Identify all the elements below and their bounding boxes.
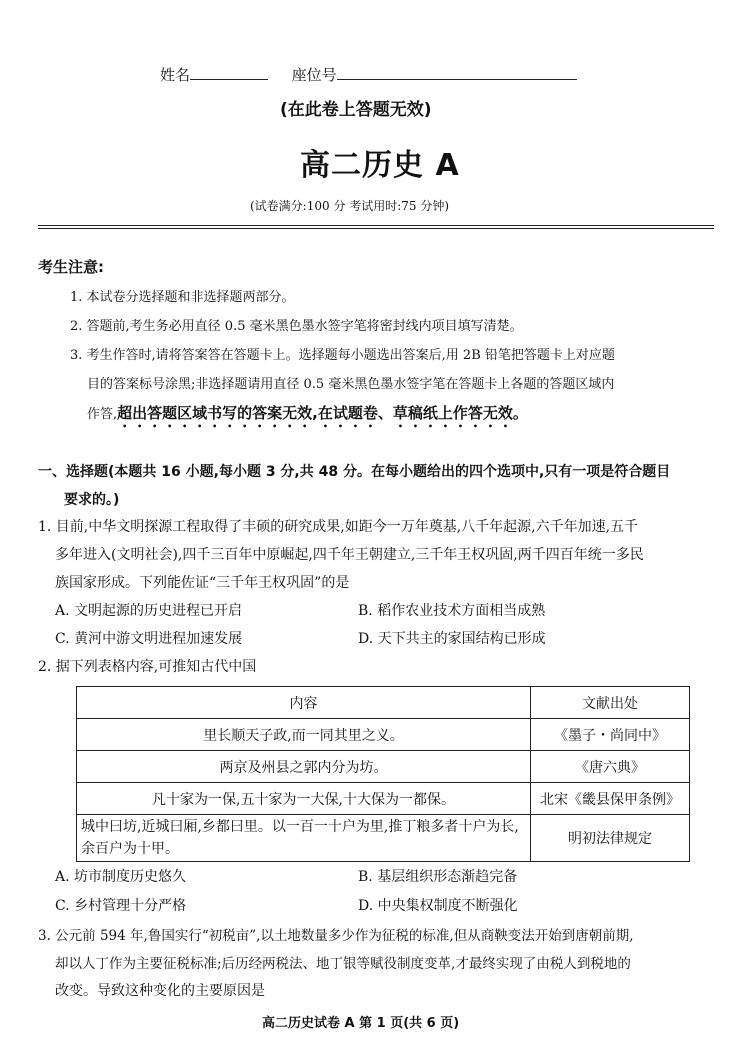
q1-stem-line2: 多年进入(文明社会),四千三百年中原崛起,四千年王朝建立,三千年王权巩固,两千四百年统一多民: [55, 547, 644, 563]
name-field: [160, 64, 577, 85]
section-heading-line2: 要求的。): [64, 492, 120, 508]
table-cell-source: 《唐六典》: [531, 751, 690, 783]
q2-option-c[interactable]: C. 乡村管理十分严格: [55, 898, 187, 914]
table-row: [77, 783, 690, 815]
q2-stem: 2. 据下列表格内容,可推知古代中国: [38, 659, 257, 675]
q2-option-d[interactable]: D. 中央集权制度不断强化: [358, 898, 518, 914]
q2-option-a[interactable]: A. 坊市制度历史悠久: [55, 869, 187, 885]
q3-stem-line2: 却以人丁作为主要征税标准;后历经两税法、地丁银等赋役制度变革,才最终实现了由税人到税地的: [55, 956, 631, 972]
table-cell-source: 北宋《畿县保甲条例》: [531, 783, 690, 815]
q1-option-c[interactable]: C. 黄河中游文明进程加速发展: [55, 631, 243, 647]
q1-stem-line1: 1. 目前,中华文明探源工程取得了丰硕的研究成果,如距今一万年奠基,八千年起源,六千年加速,五千: [38, 519, 639, 535]
q3-stem-line1: 3. 公元前 594 年,鲁国实行“初税亩”,以土地数量多少作为征税的标准,但从商鞅变法开始到唐朝前期,: [38, 928, 634, 944]
name-label: 姓名: [160, 66, 191, 84]
table-row: [77, 719, 690, 751]
notice-item-2: 2. 答题前,考生务必用直径 0.5 毫米黑色墨水签字笔将密封线内项目填写清楚。: [70, 319, 523, 334]
page-footer: 高二历史试卷 A 第 1 页(共 6 页): [262, 1016, 460, 1031]
q1-option-b[interactable]: B. 稻作农业技术方面相当成熟: [358, 603, 546, 619]
divider-bottom: [38, 228, 714, 229]
table-row: [77, 751, 690, 783]
table-cell-content: 两京及州县之郭内分为坊。: [77, 751, 531, 783]
seat-blank[interactable]: [337, 65, 577, 80]
table-row: [77, 815, 690, 862]
notice-item-3-line3: [87, 402, 528, 431]
notice-item-3-prefix: 作答,: [87, 407, 118, 422]
section-heading: 一、选择题(本题共 16 小题,每小题 3 分,共 48 分。在每小题给出的四个选项中,只有一项是符合题目: [38, 464, 671, 480]
table-cell-source: 《墨子・尚同中》: [531, 719, 690, 751]
seat-label: 座位号: [291, 66, 337, 84]
name-blank[interactable]: [190, 65, 268, 80]
divider-top: [38, 225, 714, 226]
notice-heading: 考生注意:: [38, 258, 104, 276]
q3-stem-line3: 改变。导致这种变化的主要原因是: [55, 983, 265, 999]
table-cell-content: 凡十家为一保,五十家为一大保,十大保为一都保。: [77, 783, 531, 815]
table-cell-content: 城中曰坊,近城曰厢,乡都曰里。以一百一十户为里,推丁粮多者十户为长,余百户为十甲。: [77, 815, 531, 862]
table-cell-content: 里长顺天子政,而一同其里之义。: [77, 719, 531, 751]
page-title: 高二历史 A: [300, 148, 460, 183]
notice-emphasis: 超出答题区域书写的答案无效,在试题卷、草稿纸上作答无效。: [117, 404, 528, 422]
table-header-source: 文献出处: [531, 687, 690, 719]
table-header-row: [77, 687, 690, 719]
table-cell-source: 明初法律规定: [531, 815, 690, 862]
notice-item-3-line2: 目的答案标号涂黑;非选择题请用直径 0.5 毫米黑色墨水签字笔在答题卡上各题的答题区域内: [87, 377, 615, 392]
q2-option-b[interactable]: B. 基层组织形态渐趋完备: [358, 869, 518, 885]
q1-option-d[interactable]: D. 天下共主的家国结构已形成: [358, 631, 546, 647]
exam-meta: (试卷满分:100 分 考试用时:75 分钟): [250, 199, 450, 213]
q1-option-a[interactable]: A. 文明起源的历史进程已开启: [55, 603, 243, 619]
notice-item-3: 3. 考生作答时,请将答案答在答题卡上。选择题每小题选出答案后,用 2B 铅笔把答题卡上对应题: [70, 348, 615, 363]
q2-table: [76, 686, 690, 862]
q1-stem-line3: 族国家形成。下列能佐证“三千年王权巩固”的是: [55, 575, 350, 591]
table-header-content: 内容: [77, 687, 531, 719]
notice-item-1: 1. 本试卷分选择题和非选择题两部分。: [70, 290, 295, 305]
invalid-note: (在此卷上答题无效): [280, 100, 432, 120]
